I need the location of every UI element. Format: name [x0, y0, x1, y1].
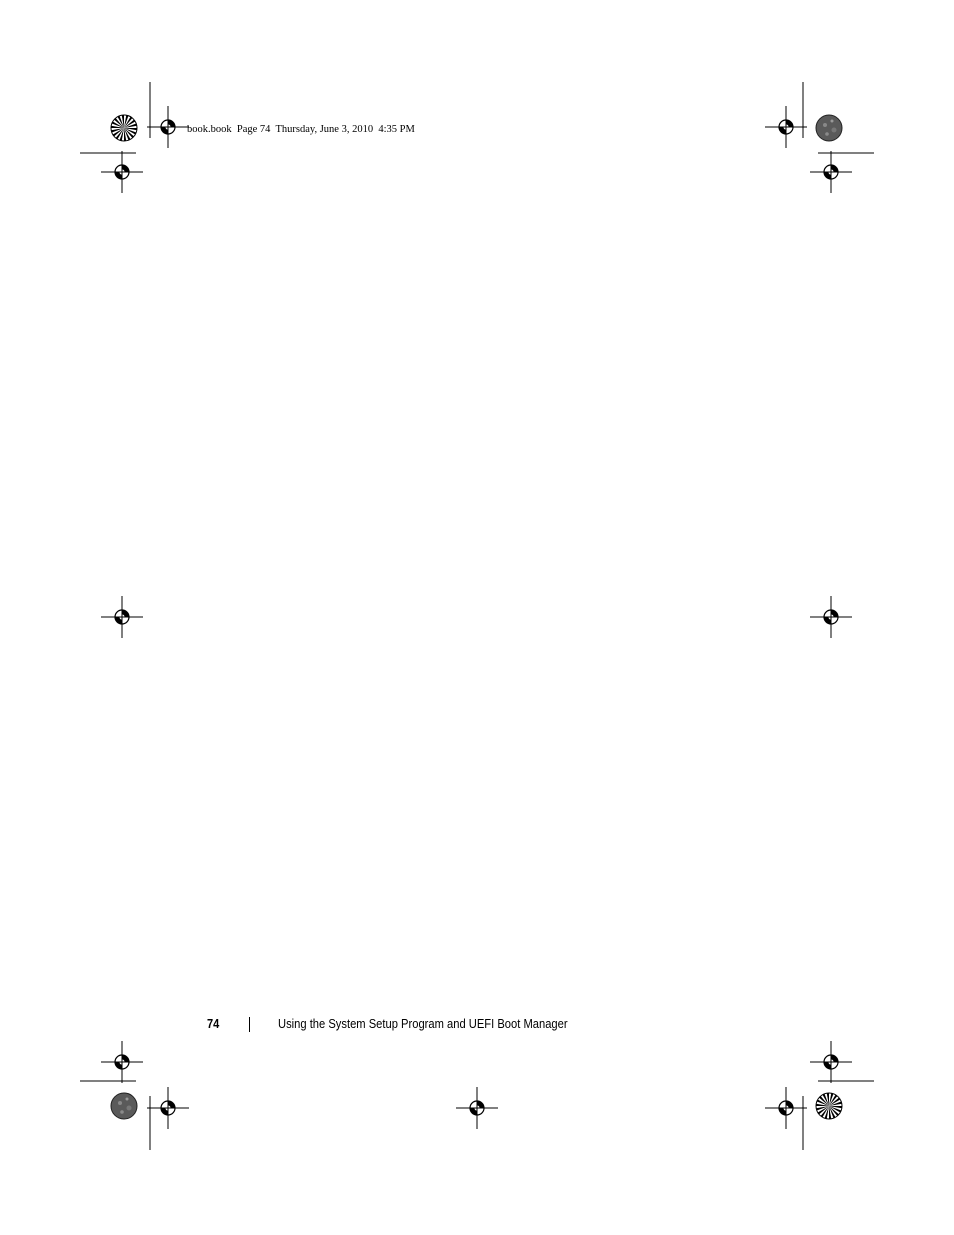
registration-mark-icon — [147, 1087, 189, 1129]
registration-mark-icon — [810, 1041, 852, 1083]
registration-mark-icon — [147, 106, 189, 148]
footer-separator — [249, 1017, 250, 1032]
chapter-title: Using the System Setup Program and UEFI Boot Manager — [278, 1016, 568, 1031]
registration-mark-icon — [101, 596, 143, 638]
page-number: 74 — [207, 1016, 220, 1031]
registration-mark-icon — [456, 1087, 498, 1129]
registration-mark-icon — [810, 151, 852, 193]
registration-mark-icon — [101, 1041, 143, 1083]
registration-mark-icon — [810, 596, 852, 638]
registration-mark-icon — [765, 106, 807, 148]
registration-mark-icon — [765, 1087, 807, 1129]
halftone-disc-icon — [111, 1093, 137, 1119]
header-slug: book.book Page 74 Thursday, June 3, 2010 4:35 PM — [187, 124, 415, 135]
crop-lines — [80, 82, 874, 1150]
starburst-target-icon — [111, 115, 137, 141]
registration-mark-icon — [101, 151, 143, 193]
starburst-target-icon — [816, 1093, 842, 1119]
halftone-disc-icon — [816, 115, 842, 141]
